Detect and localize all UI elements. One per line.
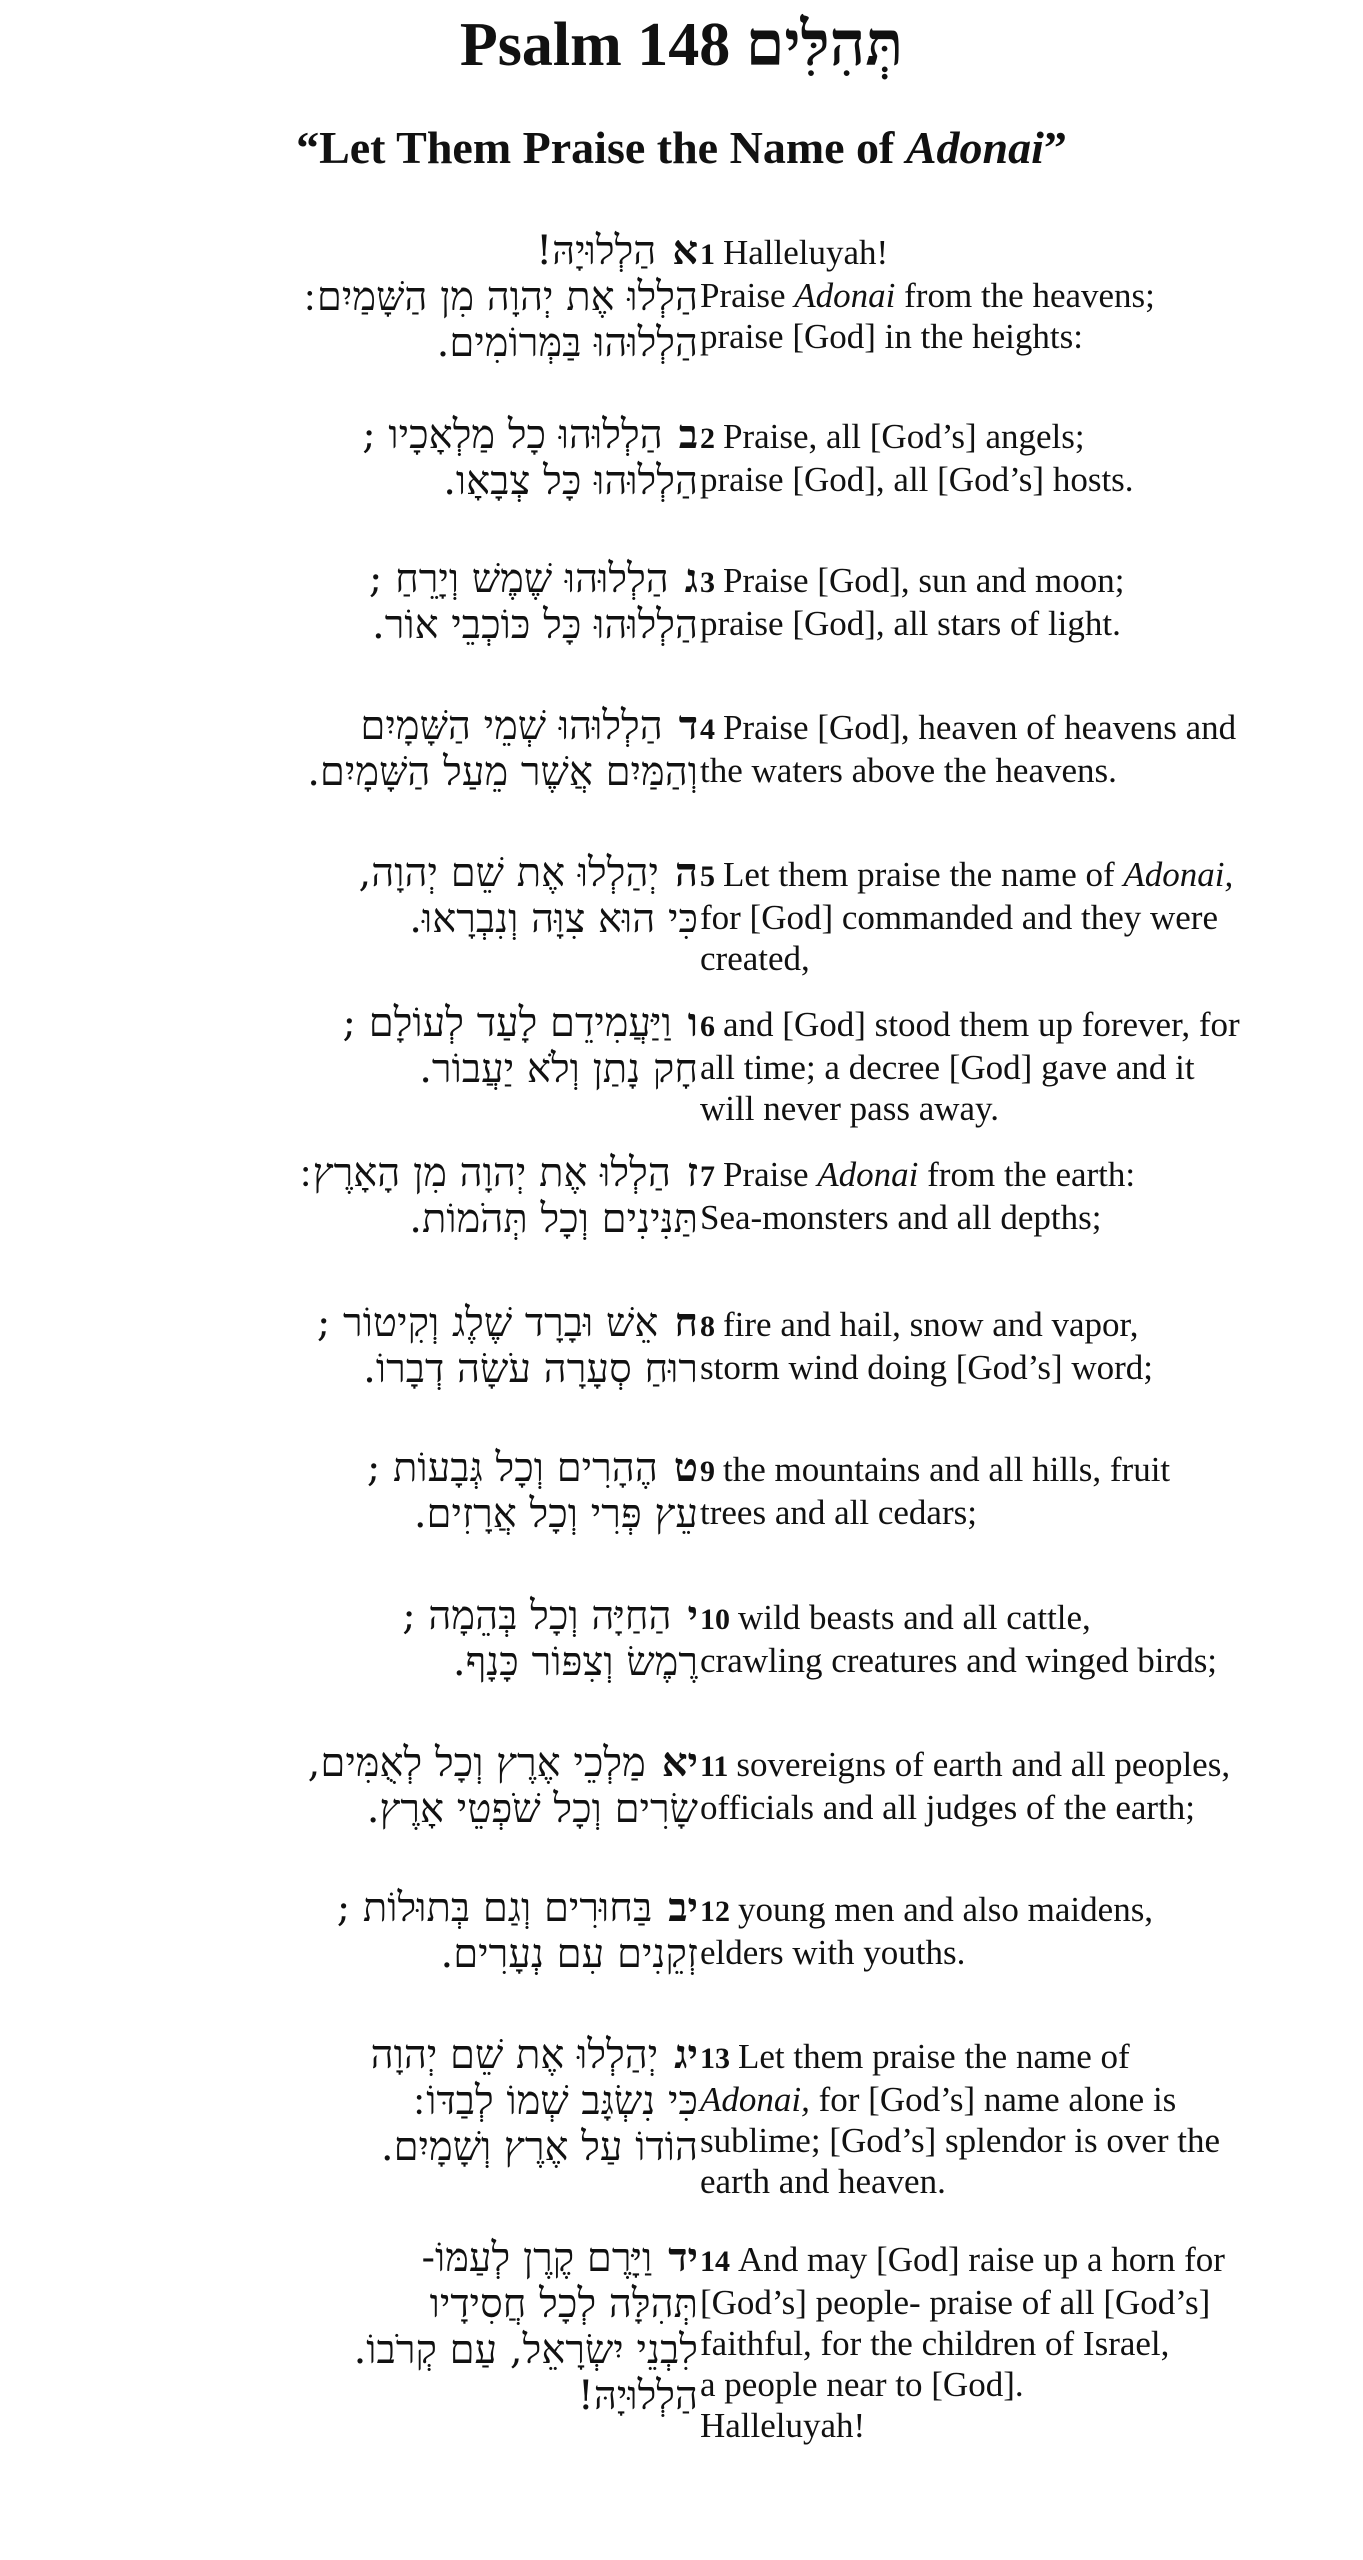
english-verse-number: 12 [700, 1895, 730, 1928]
hebrew-line [38, 896, 698, 942]
subtitle-prefix: “Let Them Praise the Name of [296, 122, 906, 173]
english-italic-text: Adonai, [700, 2080, 810, 2119]
english-line-text: faithful, for the children of Israel, [700, 2324, 1170, 2363]
subtitle-suffix: ” [1043, 122, 1067, 173]
hebrew-line-text: רֶמֶשׂ וְצִפּוֹר כָּנָף. [452, 1639, 698, 1685]
verse-hebrew-text [38, 1000, 698, 1092]
verse-hebrew-text [38, 703, 698, 795]
hebrew-line-text: יְהַלְלוּ אֶת שֵׁם יְהוָה [370, 2032, 659, 2078]
english-line [700, 1889, 1350, 1932]
hebrew-line [38, 1445, 698, 1491]
hebrew-line-text: עֵץ פְּרִי וְכָל אֲרָזִים. [413, 1491, 698, 1537]
english-line [700, 1932, 1350, 1973]
hebrew-verse-number: יג [674, 2031, 698, 2078]
hebrew-line [38, 1786, 698, 1832]
hebrew-line-text: הַלְלוּיָהּ! [577, 2373, 698, 2419]
english-line-text: will never pass away. [700, 1089, 1000, 1128]
hebrew-line-text: לִבְנֵי יִשְׂרָאֵל, עַם קְרֹבוֹ. [353, 2327, 698, 2373]
english-line-text: Praise, all [God’s] angels; [723, 417, 1085, 456]
verse-english-text [700, 2239, 1350, 2446]
english-line-text: And may [God] raise up a horn for [738, 2240, 1225, 2279]
english-line-text: from the earth: [918, 1155, 1136, 1194]
hebrew-line-text: הַחַיָּה וְכָל בְּהֵמָה ; [402, 1593, 672, 1639]
verse-english-text [700, 1154, 1350, 1238]
hebrew-line [38, 1196, 698, 1242]
english-line [700, 2120, 1350, 2161]
english-line [700, 1047, 1350, 1088]
hebrew-verse-number: ח [674, 1299, 698, 1346]
hebrew-line [38, 1885, 698, 1931]
hebrew-line [38, 749, 698, 795]
english-line [700, 2323, 1350, 2364]
english-line [700, 854, 1350, 897]
english-line [700, 560, 1350, 603]
english-line-text: earth and heaven. [700, 2162, 946, 2201]
english-line [700, 1640, 1350, 1681]
verse-hebrew-text [38, 1740, 698, 1832]
english-line [700, 316, 1350, 357]
english-line-text: and [God] stood them up forever, for [723, 1005, 1240, 1044]
english-italic-text: Adonai, [1123, 855, 1234, 894]
hebrew-line [38, 850, 698, 896]
english-verse-number: 3 [700, 566, 715, 599]
english-verse-number: 11 [700, 1750, 729, 1783]
english-verse-number: 5 [700, 860, 715, 893]
english-line [700, 2079, 1350, 2120]
english-italic-text: Adonai [817, 1155, 919, 1194]
english-line-text: Praise [God], sun and moon; [723, 561, 1125, 600]
hebrew-line [38, 1593, 698, 1639]
hebrew-line-text: אֵשׁ וּבָרָד שֶׁלֶג וְקִיטוֹר ; [316, 1300, 659, 1346]
hebrew-line-text: הַלְלוּהוּ כָל מַלְאָכָיו ; [362, 412, 663, 458]
hebrew-line [38, 228, 698, 274]
verse-hebrew-text [38, 1300, 698, 1392]
hebrew-line-text: הַלְלוּהוּ שֶׁמֶשׁ וְיָרֵחַ ; [368, 556, 669, 602]
hebrew-line-text: כִּי הוּא צִוָּה וְנִבְרָאוּ. [409, 896, 698, 942]
english-line-text: for [God] commanded and they were [700, 898, 1218, 937]
hebrew-line-text: זְקֵנִים עִם נְעָרִים. [440, 1931, 698, 1977]
english-line [700, 232, 1350, 275]
english-line-text: praise [God], all stars of light. [700, 604, 1121, 643]
english-line [700, 1004, 1350, 1047]
hebrew-line-text: יְהַלְלוּ אֶת שֵׁם יְהוָה, [358, 850, 659, 896]
hebrew-verse-number: י [687, 1592, 698, 1639]
hebrew-verse-number: ג [684, 555, 698, 602]
hebrew-line-text: שָׂרִים וְכָל שֹׁפְטֵי אָרֶץ. [366, 1786, 698, 1832]
hebrew-line [38, 1740, 698, 1786]
english-line-text: created, [700, 939, 810, 978]
verse-hebrew-text [38, 412, 698, 504]
english-line-text: the waters above the heavens. [700, 751, 1117, 790]
english-verse-number: 4 [700, 713, 715, 746]
english-line [700, 938, 1350, 979]
hebrew-line-text: הַלְלוּ אֶת יְהוָה מִן הַשָּׁמַיִם ׃ [304, 274, 698, 320]
hebrew-line-text: כִּי נִשְׂגָּב שְׁמוֹ לְבַדּוֹ ׃ [413, 2078, 698, 2124]
hebrew-line [38, 2032, 698, 2078]
hebrew-line [38, 274, 698, 320]
verse-english-text [700, 1449, 1350, 1533]
english-line-text: Let them praise the name of [738, 2037, 1130, 2076]
english-line [700, 750, 1350, 791]
english-line [700, 2239, 1350, 2282]
hebrew-line-text: הוֹדוֹ עַל אֶרֶץ וְשָׁמָיִם. [380, 2124, 698, 2170]
verse-hebrew-text [38, 1445, 698, 1537]
english-line-text: trees and all cedars; [700, 1493, 977, 1532]
hebrew-line [38, 2327, 698, 2373]
verse-hebrew-text [38, 1885, 698, 1977]
verse-english-text [700, 1889, 1350, 1973]
english-line-text: the mountains and all hills, fruit [723, 1450, 1171, 1489]
english-line-text: praise [God] in the heights: [700, 317, 1083, 356]
hebrew-line-text: הַלְלוּהוּ שְׁמֵי הַשָּׁמָיִם [360, 703, 663, 749]
hebrew-line [38, 1491, 698, 1537]
hebrew-line-text: וְהַמַּיִם אֲשֶׁר מֵעַל הַשָּׁמָיִם. [307, 749, 698, 795]
verse-english-text [700, 560, 1350, 644]
hebrew-line [38, 602, 698, 648]
english-verse-number: 10 [700, 1603, 730, 1636]
english-verse-number: 7 [700, 1160, 715, 1193]
english-line-text: Halleluyah! [700, 2406, 866, 2445]
hebrew-line-text: וַיַּעֲמִידֵם לָעַד לְעוֹלָם ; [342, 1000, 672, 1046]
english-line [700, 1597, 1350, 1640]
english-line [700, 1492, 1350, 1533]
hebrew-line [38, 458, 698, 504]
hebrew-line-text: הַלְלוּהוּ כָּל צְבָאָו. [443, 458, 698, 504]
hebrew-verse-number: יד [668, 2234, 698, 2281]
hebrew-line-text: תְּהִלָּה לְכָל חֲסִידָיו [429, 2281, 698, 2327]
english-line [700, 1744, 1350, 1787]
hebrew-line [38, 2235, 698, 2281]
hebrew-line [38, 2281, 698, 2327]
english-line-text: Halleluyah! [723, 233, 889, 272]
hebrew-verse-number: ט [673, 1444, 698, 1491]
hebrew-line [38, 320, 698, 366]
verse-english-text [700, 1004, 1350, 1129]
hebrew-line-text: הַלְלוּהוּ כָּל כּוֹכְבֵי אוֹר. [371, 602, 698, 648]
english-line [700, 275, 1350, 316]
english-line [700, 2036, 1350, 2079]
verse-english-text [700, 1597, 1350, 1681]
english-line-text: Let them praise the name of [723, 855, 1124, 894]
hebrew-line-text: בַּחוּרִים וְגַם בְּתוּלוֹת ; [336, 1885, 653, 1931]
english-line [700, 459, 1350, 500]
hebrew-verse-number: יב [668, 1884, 698, 1931]
verse-english-text [700, 1744, 1350, 1828]
verse-hebrew-text [38, 228, 698, 366]
english-line [700, 897, 1350, 938]
hebrew-line-text: הַלְלוּ אֶת יְהוָה מִן הָאָרֶץ ׃ [300, 1150, 671, 1196]
english-line-text: storm wind doing [God’s] word; [700, 1348, 1154, 1387]
english-line-text: Praise [God], heaven of heavens and [723, 708, 1237, 747]
english-line-text: elders with youths. [700, 1933, 966, 1972]
english-line-text: praise [God], all [God’s] hosts. [700, 460, 1134, 499]
hebrew-line [38, 412, 698, 458]
english-line [700, 2282, 1350, 2323]
english-line-text: all time; a decree [God] gave and it [700, 1048, 1195, 1087]
hebrew-line-text: הַלְלוּהוּ בַּמְּרוֹמִים. [436, 320, 698, 366]
hebrew-line [38, 556, 698, 602]
hebrew-line-text: תַּנִּינִים וְכָל תְּהֹמוֹת. [409, 1196, 698, 1242]
english-line [700, 2405, 1350, 2446]
english-verse-number: 14 [700, 2245, 730, 2278]
english-line-text: a people near to [God]. [700, 2365, 1024, 2404]
english-verse-number: 9 [700, 1455, 715, 1488]
hebrew-verse-number: א [672, 227, 698, 274]
english-line-text: wild beasts and all cattle, [738, 1598, 1091, 1637]
page-title [0, 4, 1363, 85]
english-line-text: fire and hail, snow and vapor, [723, 1305, 1139, 1344]
english-line [700, 1154, 1350, 1197]
hebrew-verse-number: ד [678, 702, 698, 749]
english-line-text: from the heavens; [895, 276, 1155, 315]
english-line [700, 2364, 1350, 2405]
hebrew-line [38, 1300, 698, 1346]
hebrew-line [38, 1639, 698, 1685]
hebrew-line [38, 2124, 698, 2170]
verse-english-text [700, 416, 1350, 500]
hebrew-line-text: הַלְלוּיָהּ! [536, 228, 657, 274]
english-verse-number: 6 [700, 1010, 715, 1043]
english-line-text: Praise [700, 276, 795, 315]
hebrew-line [38, 1046, 698, 1092]
english-verse-number: 8 [700, 1310, 715, 1343]
english-verse-number: 1 [700, 238, 715, 271]
english-line-text: sublime; [God’s] splendor is over the [700, 2121, 1221, 2160]
english-line [700, 1088, 1350, 1129]
hebrew-line [38, 1931, 698, 1977]
verse-english-text [700, 854, 1350, 979]
hebrew-verse-number: יא [661, 1739, 698, 1786]
hebrew-line-text: חָק נָתַן וְלֹא יַעֲבוֹר. [419, 1046, 698, 1092]
hebrew-verse-number: ו [687, 999, 698, 1046]
verse-english-text [700, 1304, 1350, 1388]
english-line [700, 603, 1350, 644]
verse-hebrew-text [38, 850, 698, 942]
hebrew-line [38, 1000, 698, 1046]
verse-hebrew-text [38, 2235, 698, 2419]
verse-hebrew-text [38, 2032, 698, 2170]
verse-english-text [700, 707, 1350, 791]
verse-english-text [700, 2036, 1350, 2202]
english-line-text: [God’s] people- praise of all [God’s] [700, 2283, 1211, 2322]
verse-english-text [700, 232, 1350, 357]
english-line [700, 1304, 1350, 1347]
hebrew-line [38, 2373, 698, 2419]
verse-hebrew-text [38, 1150, 698, 1242]
hebrew-line-text: הֶהָרִים וְכָל גְּבָעוֹת ; [366, 1445, 658, 1491]
hebrew-verse-number: ז [686, 1149, 698, 1196]
hebrew-line-text: רוּחַ סְעָרָה עֹשָׂה דְבָרוֹ. [363, 1346, 698, 1392]
subtitle-emphasis: Adonai [905, 122, 1044, 173]
english-verse-number: 2 [700, 422, 715, 455]
hebrew-line [38, 1346, 698, 1392]
hebrew-line [38, 2078, 698, 2124]
english-line-text: young men and also maidens, [738, 1890, 1154, 1929]
verse-hebrew-text [38, 556, 698, 648]
english-line [700, 2161, 1350, 2202]
english-line-text: crawling creatures and winged birds; [700, 1641, 1218, 1680]
english-line-text: sovereigns of earth and all peoples, [736, 1745, 1231, 1784]
hebrew-verse-number: ב [678, 411, 698, 458]
hebrew-line-text: וַיָּרֶם קֶרֶן לְעַמּוֹ- [421, 2235, 653, 2281]
english-line-text: Sea-monsters and all depths; [700, 1198, 1102, 1237]
english-line [700, 1787, 1350, 1828]
hebrew-line-text: מַלְכֵי אֶרֶץ וְכָל לְאֻמִּים, [307, 1740, 646, 1786]
page-subtitle [0, 118, 1363, 178]
title-english: Psalm 148 [459, 11, 731, 79]
hebrew-verse-number: ה [674, 849, 698, 896]
title-hebrew: תְּהִלִּים [745, 7, 904, 80]
english-italic-text: Adonai [794, 276, 896, 315]
english-line-text: officials and all judges of the earth; [700, 1788, 1196, 1827]
english-line [700, 1449, 1350, 1492]
hebrew-line [38, 1150, 698, 1196]
english-line-text: for [God’s] name alone is [809, 2080, 1177, 2119]
verse-hebrew-text [38, 1593, 698, 1685]
english-line [700, 416, 1350, 459]
english-line [700, 1347, 1350, 1388]
english-line [700, 707, 1350, 750]
hebrew-line [38, 703, 698, 749]
english-verse-number: 13 [700, 2042, 730, 2075]
english-line-text: Praise [723, 1155, 818, 1194]
english-line [700, 1197, 1350, 1238]
